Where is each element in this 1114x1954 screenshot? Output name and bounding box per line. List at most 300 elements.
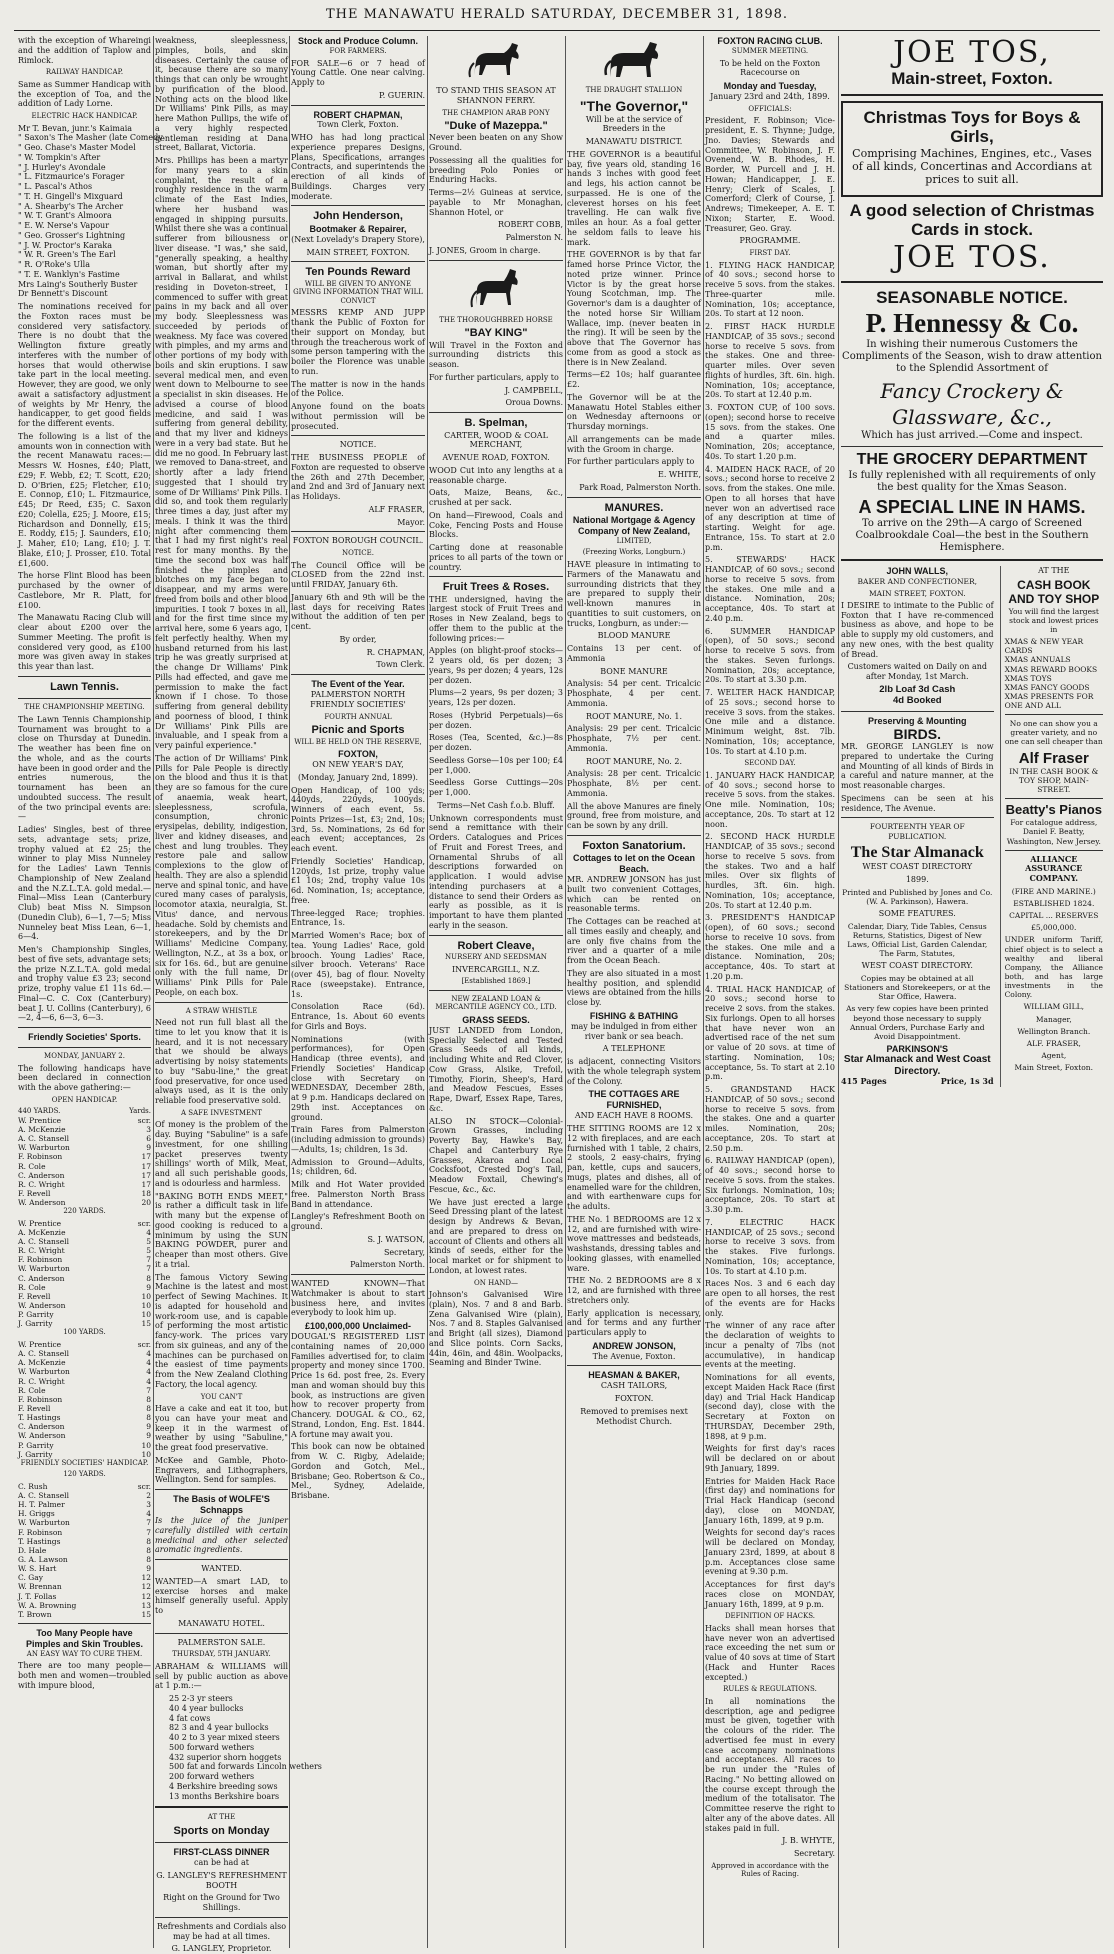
ad-contact: Park Road, Palmerston North.: [579, 482, 701, 492]
table-row: [18, 1301, 151, 1310]
race-item: 1. JANUARY HACK HANDICAP, of 40 sovs.; second horse to receive 5 sovs. from the stakes. One mile. Nomination, 10s; acceptance, 20s. To start at 12 noon.: [705, 770, 835, 829]
paragraph: "BAKING BOTH ENDS MEET," is rather a difficult task in life with many but the expense of good cooking is reduced to a minimum by using the SUN BAKING POWDER, purer and cheaper than most others. Give it a trial.: [155, 1191, 288, 1269]
ad-title: Sports on Monday: [173, 1824, 270, 1837]
paragraph: For catalogue address, Daniel F. Beatty, Washington, New Jersey.: [1006, 818, 1101, 846]
column-divider: [153, 36, 154, 1948]
ad-title: FOXTON,: [338, 749, 378, 760]
runner-name: G. A. Lawson: [18, 1554, 68, 1564]
table-row: [18, 1592, 151, 1601]
paragraph: ALSO IN STOCK—Colonial-Grown Grasses, including Poverty Bay, Hawke's Bay, Chapel and Canterbury Rye Grasses, Akaroa and Local Cocksfoot, Crested Dog's Tail, Meadow Foxtail, Chewing's Fescue, &c., &c.: [429, 1116, 563, 1194]
paragraph: Three-legged Race; trophies. Entrance, 1s.: [291, 908, 425, 928]
section-heading: 220 YARDS.: [63, 1207, 106, 1216]
paragraph: Have a cake and eat it too, but you can have your meat and keep it in the warmest of weather by using "Sabuline," the great food preservative.: [155, 1404, 288, 1453]
paragraph: January 6th and 9th will be the last days for receiving Rates without the addition of ten per cent.: [291, 592, 425, 632]
runner-handicap: 17: [141, 1152, 151, 1162]
entry-item: " A. Shearby's The Archer: [18, 201, 124, 211]
section-heading: ROOT MANURE, No. 2.: [585, 756, 683, 766]
divider: [291, 205, 425, 206]
label: ESTABLISHED: [1013, 899, 1071, 909]
runner-handicap: 4: [146, 1367, 151, 1377]
paragraph: with the exception of Whareingi and the addition of Taplow and Rimlock.: [18, 36, 151, 65]
ad-title: GRASS SEEDS.: [462, 1014, 530, 1025]
section-heading: A SAFE INVESTMENT: [181, 1108, 262, 1117]
ad-contact: By order,: [339, 634, 377, 644]
sale-item: 40 4 year bullocks: [169, 1703, 244, 1713]
table-row: [18, 1237, 151, 1246]
column-5: [567, 36, 701, 1950]
divider: [291, 531, 425, 532]
section-heading: SOME FEATURES.: [878, 908, 956, 918]
article-title: Friendly Societies' Sports.: [28, 1032, 141, 1042]
runner-name: F. Revell: [18, 1403, 51, 1413]
ad-subtitle: THE CHAMPION ARAB PONY: [442, 108, 550, 117]
entry-item: " W. Tompkin's After: [18, 152, 101, 162]
paragraph: WANTED—A smart LAD, to exercise horses and make himself generally useful. Apply to: [155, 1576, 288, 1616]
ad-label: AT THE: [207, 1813, 236, 1822]
paragraph: Right on the Ground for Two Shillings.: [163, 1893, 280, 1913]
ad-title: A good selection of Christmas Cards in stock.: [849, 200, 1095, 240]
entry-item: " Saxon's The Masher (late Comedy: [18, 133, 163, 143]
price-item: Roses (Hybrid Perpetuals)—6s per dozen.: [429, 710, 563, 730]
runner-handicap: 8: [146, 1403, 151, 1413]
divider: [155, 1002, 288, 1003]
runner-name: F. Revell: [18, 1188, 51, 1198]
ad-contact: Agent,: [1041, 1051, 1067, 1061]
race-item: 5. STEWARDS' HACK HANDICAP, of 60 sovs.; second horse to receive 5 sovs. from the stakes. One mile and a distance. Nomination, 20s; acceptance, 40s. To start at 2.40 p.m.: [705, 555, 835, 623]
ad-title: ALLIANCE ASSURANCE COMPANY.: [1025, 853, 1083, 884]
runner-name: W. Warburton: [18, 1143, 70, 1153]
ad-contact: ANDREW JONSON,: [592, 1340, 676, 1351]
ad-title: WANTED.: [201, 1564, 242, 1574]
table-row: [18, 1386, 151, 1395]
table-row: [18, 1246, 151, 1255]
paragraph: Terms—Net Cash f.o.b. Bluff.: [437, 800, 555, 810]
sale-item: 200 forward wethers: [169, 1772, 255, 1782]
paragraph: WANTED KNOWN—That Watchmaker is about to start business here, and invites everybody to look him up.: [291, 1279, 425, 1318]
ad-title: CASH BOOK AND TOY SHOP: [1008, 578, 1100, 606]
masthead: THE MANAWATU HERALD SATURDAY, DECEMBER 31, 1898.: [325, 7, 788, 22]
ad-subtitle: ON NEW YEAR'S DAY,: [312, 760, 404, 770]
cashbook-item: XMAS & NEW YEAR CARDS: [1004, 637, 1084, 656]
table-row: [18, 1413, 151, 1422]
paragraph: Train Fares from Palmerston (including admission to grounds)—Adults, 1s; children, 1s 3d.: [291, 1125, 425, 1154]
paragraph: Which has just arrived.—Come and inspect.: [861, 430, 1083, 442]
ad-title: PARKINSON'S: [886, 1043, 949, 1054]
masthead-rule: [14, 30, 1100, 31]
ad-title: "Duke of Mazeppa.": [444, 120, 548, 133]
ad-contact: R. CHAPMAN,: [366, 647, 425, 657]
paragraph: Removed to premises next Methodist Church.: [580, 1406, 688, 1426]
table-row: [18, 1143, 151, 1152]
paragraph: For further particulars, apply to: [429, 372, 559, 382]
runner-name: W. Prentice: [18, 1218, 62, 1228]
runner-handicap: 13: [141, 1600, 151, 1610]
runner-handicap: 8: [146, 1394, 151, 1404]
runner-handicap: 9: [146, 1143, 151, 1153]
runner-handicap: 7: [146, 1527, 151, 1537]
section-heading: RULES & REGULATIONS.: [723, 1685, 817, 1694]
runner-handicap: 6: [146, 1134, 151, 1144]
ad-title: £100,000,000 Unclaimed-: [304, 1321, 412, 1332]
ad-label: FOURTEENTH YEAR OF PUBLICATION.: [869, 822, 965, 841]
runner-handicap: 8: [146, 1273, 151, 1283]
section-heading: OPEN HANDICAP.: [51, 1095, 118, 1104]
entry-item: Mrs Laing's Southerly Buster: [18, 279, 138, 289]
column-header: Yards.: [129, 1107, 151, 1116]
race-item: 7. ELECTRIC HACK HANDICAP, of 25 sovs.; second horse to receive 3 sovs. from the stakes. Five furlongs. Nomination, 10s; acceptance, 10s. To start at 4.10 p.m.: [705, 1217, 835, 1276]
entry-list: [18, 123, 163, 300]
ad-contact: Manager,: [1035, 1014, 1072, 1024]
table-row: [18, 1125, 151, 1134]
runner-name: A. C. Stansell: [18, 1491, 69, 1500]
divider: [18, 1623, 151, 1624]
paragraph: Contains 13 per cent. of Ammonia: [567, 644, 701, 663]
table-row: [18, 1283, 151, 1292]
section-heading: 100 YARDS.: [63, 1328, 106, 1337]
sale-item: 13 months Berkshire boars: [169, 1791, 280, 1801]
runner-name: T. Brown: [18, 1609, 52, 1619]
table-row: [18, 1180, 151, 1189]
ad-contact: ALF FRASER,: [368, 504, 425, 514]
table-row: [18, 1546, 151, 1555]
ad-subtitle: WEST COAST DIRECTORY: [862, 862, 973, 872]
ad-subtitle: THE COTTAGES ARE FURNISHED,: [588, 1089, 680, 1111]
runner-name: H. T. Palmer: [18, 1500, 65, 1510]
section-heading: OFFICIALS:: [748, 104, 792, 113]
ad-address: FOXTON.: [614, 1394, 654, 1404]
runner-name: J. T. Follas: [18, 1591, 57, 1601]
runner-handicap: 8: [146, 1554, 151, 1564]
table-row: [18, 1518, 151, 1527]
paragraph: Consolation Race (6d). Entrance, 1s. About 60 events for Girls and Boys.: [291, 1002, 425, 1031]
ad-date: (Monday, January 2nd, 1899).: [297, 772, 419, 782]
ad-title: FOXTON RACING CLUB.: [717, 36, 823, 46]
divider: [1005, 798, 1103, 799]
paragraph: MR. GEORGE LANGLEY is now prepared to undertake the Curing and Mounting of all kinds of Birds in a careful and nature manner, at the most reasonable charges.: [841, 742, 994, 791]
ad-contact: Palmerston N.: [505, 233, 563, 243]
runner-handicap: 10: [141, 1440, 151, 1450]
runner-name: C. Anderson: [18, 1422, 65, 1432]
sale-item: 4 fat cows: [169, 1713, 211, 1723]
ad-subtitle: AND EACH HAVE 8 ROOMS.: [574, 1111, 694, 1121]
paragraph: For further particulars apply to: [567, 457, 695, 467]
cashbook-list: [1005, 637, 1103, 710]
divider: [155, 1917, 288, 1918]
ad-contact: Secretary,: [383, 1247, 425, 1257]
handicap-table-220: [18, 1219, 151, 1329]
runner-handicap: 10: [141, 1449, 151, 1459]
ad-title: Fruit Trees & Roses.: [442, 581, 550, 594]
ad-subtitle: MANAWATU DISTRICT.: [585, 137, 683, 147]
ad-date: [Established 1869.]: [461, 977, 531, 986]
paragraph: Terms—2½ Guineas at service, payable to Mr Monaghan, Shannon Hotel, or: [429, 188, 563, 217]
entry-item: " Geo. Grosser's Lightning: [18, 230, 126, 240]
paragraph: President, F. Robinson; Vice-president, E. S. Thynne; Judge, Jno. Davies; Stewards and Committee, W. Robinson, J. F. Ovenend, W. B. Rhodes, H. Border, W. Purcell and J. H. Howan; Handicapper, J. E. Henry; Clerk of Scales, J. Comerford; Clerk of Course, J. Andrews; Timekeeper, A. E. T. Nixon; Starter, E. Wood. Treasurer, Geo. Gray.: [705, 116, 835, 233]
entry-item: Dr Bennett's Discount: [18, 289, 108, 299]
ad-subtitle: (FIRE AND MARINE.): [1011, 886, 1096, 896]
paragraph: ABRAHAM & WILLIAMS will sell by public auction as above at 1 p.m.:—: [155, 1661, 288, 1691]
divider: [155, 1559, 288, 1560]
runner-handicap: scr.: [137, 1218, 151, 1228]
divider: [841, 446, 1103, 447]
paragraph: Carting done at reasonable prices to all parts of the town or country.: [429, 543, 563, 572]
paragraph: Nominations (with performances), for Open Handicap (three events), and Friendly Societies' Handicap close with Secretary on WEDNESDAY, December 28th, at 9 p.m. Handicaps declared on 29th inst. Acceptances on ground.: [291, 1034, 425, 1122]
ad-title: JOHN WALLS,: [886, 566, 949, 577]
paragraph: McKee and Gamble, Photo-Engravers, and Lithographers, Wellington. Send for samples.: [155, 1455, 288, 1485]
race-item: 1. FLYING HACK HANDICAP, of 40 sovs.; second horse to receive 5 sovs. from the stakes. Three-quarter mile. Nomination, 10s; acceptance, 20s. To start at 12 noon.: [705, 260, 835, 319]
paragraph: Weights for first day's races will be declared on or about 9th January, 1899.: [705, 1444, 835, 1473]
table-row: [18, 1219, 151, 1228]
section-subheading: FIRST DAY.: [749, 249, 791, 257]
ad-title: Star Almanack and West Coast Directory.: [843, 1054, 991, 1077]
table-row: [18, 1431, 151, 1440]
runner-handicap: 9: [146, 1282, 151, 1292]
runner-name: W. Prentice: [18, 1115, 62, 1125]
horse-illustration: [466, 265, 526, 313]
runner-name: F. Robinson: [18, 1152, 63, 1162]
ad-subtitle: SUMMER MEETING.: [731, 46, 809, 55]
price-item: Plums—2 years, 9s per dozen; 3 years, 12s per dozen.: [429, 688, 563, 708]
runner-handicap: 17: [141, 1179, 151, 1189]
runner-name: H. Griggs: [18, 1509, 55, 1519]
paragraph: Analysis: 28 per cent. Tricalcic Phosphate, 8½ per cent. Ammonia.: [567, 769, 701, 798]
section-subheading: 120 YARDS.: [63, 1470, 106, 1479]
runner-handicap: 4: [146, 1358, 151, 1368]
paragraph: The horse Flint Blood has been purchased by the owner of Castlebore, Mr R. Platt, for £100.: [18, 571, 151, 610]
runner-name: F. Robinson: [18, 1394, 63, 1404]
paragraph: JUST LANDED from London, Specially Selected and Tested Grass Seeds of all kinds, including White and Red Clover, Cow Grass, Alsike, Trefoil, Timothy, Fiorin, Sheep's, Hard and Meadow Fescues, Esses Rape, Dwarf, Essex Rape, Tares, &c.: [429, 1025, 563, 1113]
column-2: [155, 36, 322, 1954]
section-heading: A TELEPHONE: [602, 1044, 666, 1054]
divider: [429, 935, 563, 936]
sale-item: 500 fat and forwards Lincoln wethers: [169, 1762, 322, 1772]
paragraph: Possessing all the qualities for breeding Polo Ponies or Enduring Hacks.: [429, 155, 563, 185]
paragraph: On hand—Firewood, Coals and Coke, Fencing Posts and House Blocks.: [429, 510, 563, 540]
paragraph: The Manawatu Racing Club will clear about £200 over the Summer Meeting. The profit is considered very good, as £100 more was given away in stakes this year than last.: [18, 613, 151, 672]
ad-title: MANURES.: [604, 501, 664, 514]
paragraph: Nominations for all events, except Maiden Hack Race (first day) and Trial Hack Handicap (second day), close with the Secretary at Foxton on THURSDAY, December 29th, 1898, at 9 p.m.: [705, 1373, 835, 1441]
paragraph: Never been beaten on any Show Ground.: [429, 133, 563, 153]
ad-title: "The Governor,": [579, 97, 689, 114]
ad-address: MAIN STREET, FOXTON.: [868, 588, 966, 598]
ad-subtitle: NEW ZEALAND LOAN & MERCANTILE AGENCY CO., LTD.: [435, 994, 557, 1012]
paragraph: Is fully replenished with all requirements of only the best quality for the Xmas Season.: [848, 469, 1096, 493]
section-heading: A STRAW WHISTLE: [185, 1006, 258, 1015]
section-heading: YOU CAN'T: [200, 1392, 243, 1401]
runner-handicap: 3: [146, 1500, 151, 1510]
table-row: [18, 1134, 151, 1143]
paragraph: Acceptances for first day's races close on MONDAY, January 16th, 1899, at 9 p.m.: [705, 1580, 835, 1609]
runner-handicap: 2: [146, 1491, 151, 1500]
cashbook-item: XMAS ANNUALS: [1004, 655, 1071, 665]
paragraph: The nominations received for the Foxton races must be considered very satisfactory. There is no doubt that the Wellington fixture greatly interferes with the number of horses that would otherwise take part in the local meeting. However, they are good, we only await a satisfactory adjustment of weights by Mr Henry, the handicapper, to get good fields for the different events.: [18, 302, 151, 429]
ad-contact: Town Clerk.: [376, 660, 425, 670]
table-row: [18, 1441, 151, 1450]
runner-name: W. Warburton: [18, 1518, 70, 1528]
cashbook-item: XMAS TOYS: [1004, 673, 1052, 683]
ad-contact: ROBERT COBB,: [497, 220, 563, 230]
ad-title: ROBERT CHAPMAN,: [313, 109, 403, 120]
runner-name: A. C. Stansell: [18, 1134, 69, 1144]
ad-subtitle: WILL BE HELD ON THE RESERVE,: [294, 737, 422, 746]
entry-item: " R. O'Roke's Ulla: [18, 260, 90, 270]
table-row: [18, 1610, 151, 1619]
divider: [155, 1633, 288, 1634]
handicap-table-100: [18, 1340, 151, 1459]
divider: [567, 1365, 701, 1366]
table-row: [18, 1573, 151, 1582]
runner-handicap: 12: [141, 1582, 151, 1592]
horse-illustration: [466, 39, 526, 83]
runner-handicap: 7: [146, 1264, 151, 1274]
sale-list: [155, 1694, 322, 1801]
runner-name: F. Revell: [18, 1291, 51, 1301]
cashbook-ad: [1000, 566, 1103, 1087]
table-row: [18, 1450, 151, 1459]
section-heading: FRIENDLY SOCIETIES' HANDICAP.: [20, 1458, 149, 1467]
divider: [18, 1047, 151, 1048]
entry-item: " E. W. Nerse's Vapour: [18, 221, 110, 231]
paragraph: Specimens can be seen at his residence, The Avenue.: [841, 793, 994, 813]
table-row: [18, 1116, 151, 1125]
ad-name: G. LANGLEY'S REFRESHMENT BOOTH: [156, 1870, 287, 1890]
ad-subtitle: LIMITED,: [616, 536, 652, 545]
section-heading: ON HAND—: [474, 1278, 518, 1287]
ad-subtitle: THE THOROUGHBRED HORSE: [439, 315, 553, 324]
ad-title: Robert Cleave,: [457, 939, 535, 952]
divider: [429, 990, 563, 991]
runner-name: T. Hastings: [18, 1536, 61, 1546]
section-heading: ELECTRIC HACK HANDICAP.: [31, 112, 138, 121]
section-heading: ROOT MANURE, No. 1.: [585, 711, 683, 721]
runner-handicap: 4: [146, 1376, 151, 1386]
price-item: Apples (on blight-proof stocks—2 years old, 6s per dozen; 3 years, 9s per dozen; 4 years, 12s per dozen.: [429, 646, 563, 685]
runner-name: W. Prentice: [18, 1339, 62, 1349]
ad-contact: Main Street, Foxton.: [1014, 1063, 1093, 1073]
ad-subtitle: Town Clerk, Foxton.: [317, 120, 399, 130]
paragraph: You will find the largest stock and lowest prices in: [1008, 606, 1099, 634]
ad-subtitle: (Freezing Works, Longburn.): [582, 548, 686, 557]
ad-contact: Wellington Branch.: [1017, 1026, 1091, 1036]
runner-name: R. Cole: [18, 1161, 46, 1171]
ad-title: B. Spelman,: [464, 417, 528, 430]
paragraph: There are too many people—both men and women—troubled with impure blood,: [18, 1661, 151, 1690]
runner-handicap: scr.: [137, 1339, 151, 1349]
ad-title: Beatty's Pianos: [1005, 802, 1102, 818]
sale-item: 25 2-3 yr steers: [169, 1694, 233, 1704]
runner-handicap: 4: [146, 1349, 151, 1359]
walls-ad: [841, 566, 994, 1087]
entry-item: " W. R. Green's The Earl: [18, 250, 116, 260]
race-list: [705, 771, 835, 1277]
paragraph: Will Travel in the Foxton and surrounding districts this season.: [429, 340, 563, 370]
runner-name: A. McKenzie: [18, 1358, 66, 1368]
ad-label: AT THE: [1038, 566, 1070, 576]
ad-title: HEASMAN & BAKER,: [588, 1370, 680, 1381]
runner-name: W. Brennan: [18, 1582, 62, 1592]
paragraph: The following is a list of the amounts won in connection with the recent Manawatu races:—Messrs W. Hosnes, £40; Platt, £29; F. Webb, £2; T. Scott, £20; D. O'Brien, £25; Fletcher, £10; E. Connop, £10; L. Fitzmaurice, £45; Dr Reed, £35; C. Saxon £20; Colella, £25; J. Moore, £15; Richardson and Donnelly, £15; E. Roddy, £15; J. Saunders, £10; J. Maher, £10; Lang, £10; J. T. Blake, £10; J. Prosser, £10. Total £1,600.: [18, 431, 151, 568]
table-row: [18, 1537, 151, 1546]
runner-name: W. Warburton: [18, 1367, 70, 1377]
column-divider: [565, 36, 566, 1948]
runner-name: J. Garrity: [18, 1449, 53, 1459]
table-row: [18, 1198, 151, 1207]
runner-name: A. C. Stansell: [18, 1349, 69, 1359]
runner-handicap: 10: [141, 1310, 151, 1320]
paragraph: MESSRS KEMP AND JUPP thank the Public of Foxton for their support on Monday, but through the treacherous work of some person tampering with the boiler the Florence was unable to run.: [291, 308, 425, 376]
paragraph: can be had at: [194, 1858, 249, 1868]
paragraph: Printed and Published by Jones and Co. (W. A. Parkinson), Hawera.: [842, 887, 993, 906]
table-row: [18, 1274, 151, 1283]
paragraph: Same as Summer Handicap with the exception of Toa, and the addition of Lady Lorne.: [18, 79, 151, 109]
ad-title: "BAY KING": [464, 327, 528, 340]
paragraph: THE No. 1 BEDROOMS are 12 x 12, and are furnished with wire-wove mattresses and bedsteads, washstands, dressing tables and looking glasses, with enamelled ware.: [567, 1214, 701, 1273]
runner-handicap: 5: [146, 1237, 151, 1247]
paragraph: Entries for Maiden Hack Race (first day) and nominations for Trial Hack Handicap (second day), close on MONDAY, January 16th, 1899, at 9 p.m.: [705, 1476, 835, 1525]
table-row: [18, 1564, 151, 1573]
sale-item: 40 2 to 3 year mixed steers: [169, 1733, 280, 1743]
runner-handicap: 9: [146, 1564, 151, 1574]
paragraph: UNDER uniform Tariff, chief object is to select a wealthy and liberal Company, the Alliance both, and has large investments in the Colony.: [1004, 935, 1103, 1000]
table-row: [18, 1404, 151, 1413]
sale-item: 82 3 and 4 year bullocks: [169, 1723, 269, 1733]
divider: [841, 281, 1103, 283]
paragraph: All the above Manures are finely ground, free from moisture, and can be sown by any drill.: [567, 801, 701, 831]
ad-subtitle: NOTICE.: [342, 549, 374, 558]
ad-subtitle: FOURTH ANNUAL: [324, 712, 392, 721]
paragraph: Analysis: 29 per cent. Tricalcic Phosphate, 7½ per cent. Ammonia.: [567, 724, 701, 753]
runner-name: R. C. Wright: [18, 1376, 65, 1386]
ad-address: (Next Lovelady's Drapery Store),: [291, 234, 425, 244]
ad-date: 1899.: [905, 874, 929, 884]
ad-contact: J. JONES, Groom in charge.: [429, 245, 541, 255]
ad-title: PALMERSTON SALE.: [177, 1637, 266, 1647]
runner-handicap: 7: [146, 1518, 151, 1528]
article-title: Too Many People have Pimples and Skin Troubles.: [25, 1627, 144, 1649]
ad-title: JOE TOS,: [893, 35, 1051, 70]
paragraph: The Cottages can be reached at all times easily and cheaply, and are only five chains from the river and a quarter of a mile from the Ocean Beach.: [567, 917, 701, 966]
paragraph: The winner of any race after the declaration of weights to incur a penalty of 7lbs (not accumulative), in handicap events at the meeting.: [705, 1321, 835, 1370]
runner-handicap: 8: [146, 1413, 151, 1423]
table-row: [18, 1171, 151, 1180]
paragraph: The Lawn Tennis Championship Tournament was brought to a close on Thursday at Dunedin. The weather has been fine on the whole, and as the courts have been in good order and the entries numerous, the tournament has been an undoubted success. The result of the two principal events are:—: [18, 714, 151, 822]
runner-name: W. Anderson: [18, 1431, 66, 1441]
toys-box: [841, 101, 1103, 197]
runner-handicap: 17: [141, 1170, 151, 1180]
paragraph: THE undersigned, having the largest stock of Fruit Trees and Roses in New Zealand, begs to offer them to the public at the following prices:—: [429, 594, 563, 643]
price-item: Roses (Tea, Scented, &c.)—8s per dozen.: [429, 733, 563, 753]
column-divider: [703, 36, 704, 1948]
entry-item: " T. H. Gingell's Mixguard: [18, 191, 123, 201]
runner-name: R. Cole: [18, 1385, 46, 1395]
paragraph: WOOD Cut into any lengths at a reasonable charge.: [429, 465, 563, 485]
ad-subtitle: Bootmaker & Repairer,: [309, 223, 407, 234]
column-divider: [289, 36, 290, 1948]
ad-address: MAIN STREET, FOXTON.: [306, 247, 410, 257]
ad-title: FOXTON BOROUGH COUNCIL.: [292, 536, 424, 546]
paragraph: THE SITTING ROOMS are 12 x 12 with fireplaces, and are each furnished with 1 table, 2 chairs, 2 stools, 2 easy-chairs, frying pan, kettle, cups and saucers, mugs, plates and dishes, all of enamelled ware for the children, and with earthenware cups for the adults.: [567, 1124, 701, 1212]
ad-subtitle: PALMERSTON NORTH FRIENDLY SOCIETIES': [310, 690, 406, 709]
runner-handicap: 4: [146, 1227, 151, 1237]
ad-subtitle: WILL BE GIVEN TO ANYONE GIVING INFORMATION THAT WILL CONVICT: [293, 279, 423, 305]
entry-item: " T. E. Wanklyn's Fastime: [18, 269, 120, 279]
paragraph: The action of Dr Williams' Pink Pills for Pale People is directly on the blood and thus it is that they are so famous for the cure of anaemia, weak heart, sleeplessness, scrofula, consumption, chronic erysipelas, debility, indigestion, liver and kidney diseases, and chest and lung troubles. They restore pale and sallow complexions to the glow of health. They are also a splendid nerve and spinal tonic, and have cured many cases of paralysis, locomotor ataxia, neuralgia, St. Vitus' dance, and nervous headache. Sold by chemists and storekeepers, and by the Dr Williams' Medicine Company, Wellington, N.Z., at 3s a box, or six for 16s. 6d., but are genuine only with the full name, Dr Williams' Pink Pills for Pale People, on each box.: [155, 753, 288, 997]
ad-title: Foxton Sanatorium.: [582, 839, 686, 852]
ad-subtitle: WEST COAST DIRECTORY.: [861, 961, 973, 971]
race-item: 7. WELTER HACK HANDICAP, of 25 sovs.; second horse to receive 3 sovs. from the stakes. One mile and a distance. Minimum weight, 8st. 7lb. Nomination, 10s; acceptance, 10s. To start at 4.10 p.m.: [705, 688, 835, 756]
paragraph: IN THE CASH BOOK & TOY SHOP, MAIN-STREET.: [1009, 766, 1099, 795]
ad-title: THE GROCERY DEPARTMENT: [856, 451, 1088, 469]
